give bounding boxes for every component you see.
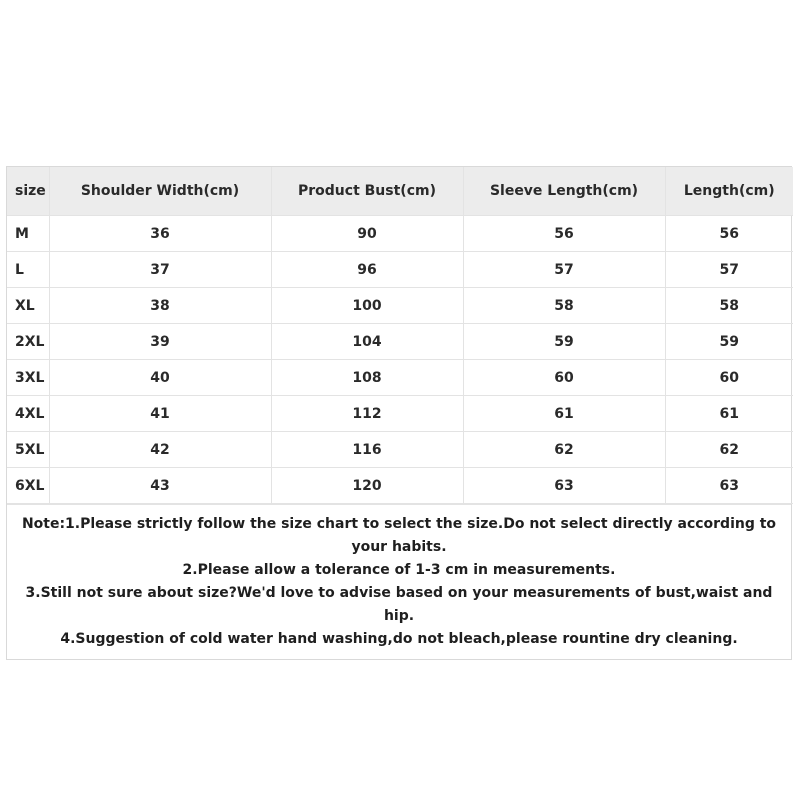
- size-cell: 2XL: [7, 324, 49, 360]
- note-line: 3.Still not sure about size?We'd love to advise based on your measurements of bust,waist and hip.: [25, 585, 773, 624]
- sleeve-length-cell: 59: [463, 324, 665, 360]
- length-cell: 63: [665, 468, 793, 504]
- length-cell: 58: [665, 288, 793, 324]
- product-bust-cell: 116: [271, 432, 463, 468]
- column-header-size: size: [7, 167, 49, 216]
- product-bust-cell: 120: [271, 468, 463, 504]
- table-row: [7, 468, 793, 504]
- length-cell: 62: [665, 432, 793, 468]
- product-bust-cell: 112: [271, 396, 463, 432]
- size-cell: M: [7, 216, 49, 252]
- table-header-row: [7, 167, 793, 216]
- table-row: [7, 360, 793, 396]
- shoulder-width-cell: 40: [49, 360, 271, 396]
- length-cell: 59: [665, 324, 793, 360]
- table-row: [7, 216, 793, 252]
- table-row: [7, 432, 793, 468]
- shoulder-width-cell: 41: [49, 396, 271, 432]
- length-cell: 56: [665, 216, 793, 252]
- shoulder-width-cell: 36: [49, 216, 271, 252]
- column-header-shoulder-width: Shoulder Width(cm): [49, 167, 271, 216]
- product-bust-cell: 108: [271, 360, 463, 396]
- size-chart: [6, 166, 792, 660]
- sleeve-length-cell: 61: [463, 396, 665, 432]
- column-header-sleeve-length: Sleeve Length(cm): [463, 167, 665, 216]
- size-cell: 4XL: [7, 396, 49, 432]
- size-cell: 6XL: [7, 468, 49, 504]
- note-line: Note:1.Please strictly follow the size chart to select the size.Do not select directly according to your habits.: [21, 516, 777, 555]
- table-row: [7, 324, 793, 360]
- product-bust-cell: 100: [271, 288, 463, 324]
- product-bust-cell: 96: [271, 252, 463, 288]
- product-bust-cell: 104: [271, 324, 463, 360]
- sleeve-length-cell: 58: [463, 288, 665, 324]
- shoulder-width-cell: 37: [49, 252, 271, 288]
- size-cell: 5XL: [7, 432, 49, 468]
- length-cell: 57: [665, 252, 793, 288]
- sleeve-length-cell: 56: [463, 216, 665, 252]
- table-row: [7, 288, 793, 324]
- table-row: [7, 252, 793, 288]
- sleeve-length-cell: 57: [463, 252, 665, 288]
- sleeve-length-cell: 62: [463, 432, 665, 468]
- size-cell: XL: [7, 288, 49, 324]
- sleeve-length-cell: 60: [463, 360, 665, 396]
- column-header-length: Length(cm): [665, 167, 793, 216]
- table-row: [7, 396, 793, 432]
- product-bust-cell: 90: [271, 216, 463, 252]
- shoulder-width-cell: 38: [49, 288, 271, 324]
- size-cell: L: [7, 252, 49, 288]
- size-table: [7, 167, 793, 504]
- column-header-product-bust: Product Bust(cm): [271, 167, 463, 216]
- note-line: 2.Please allow a tolerance of 1-3 cm in measurements.: [182, 562, 616, 578]
- shoulder-width-cell: 39: [49, 324, 271, 360]
- note-line: 4.Suggestion of cold water hand washing,do not bleach,please rountine dry cleaning.: [60, 631, 738, 647]
- sleeve-length-cell: 63: [463, 468, 665, 504]
- size-cell: 3XL: [7, 360, 49, 396]
- shoulder-width-cell: 43: [49, 468, 271, 504]
- length-cell: 60: [665, 360, 793, 396]
- length-cell: 61: [665, 396, 793, 432]
- size-notes: [7, 504, 791, 659]
- shoulder-width-cell: 42: [49, 432, 271, 468]
